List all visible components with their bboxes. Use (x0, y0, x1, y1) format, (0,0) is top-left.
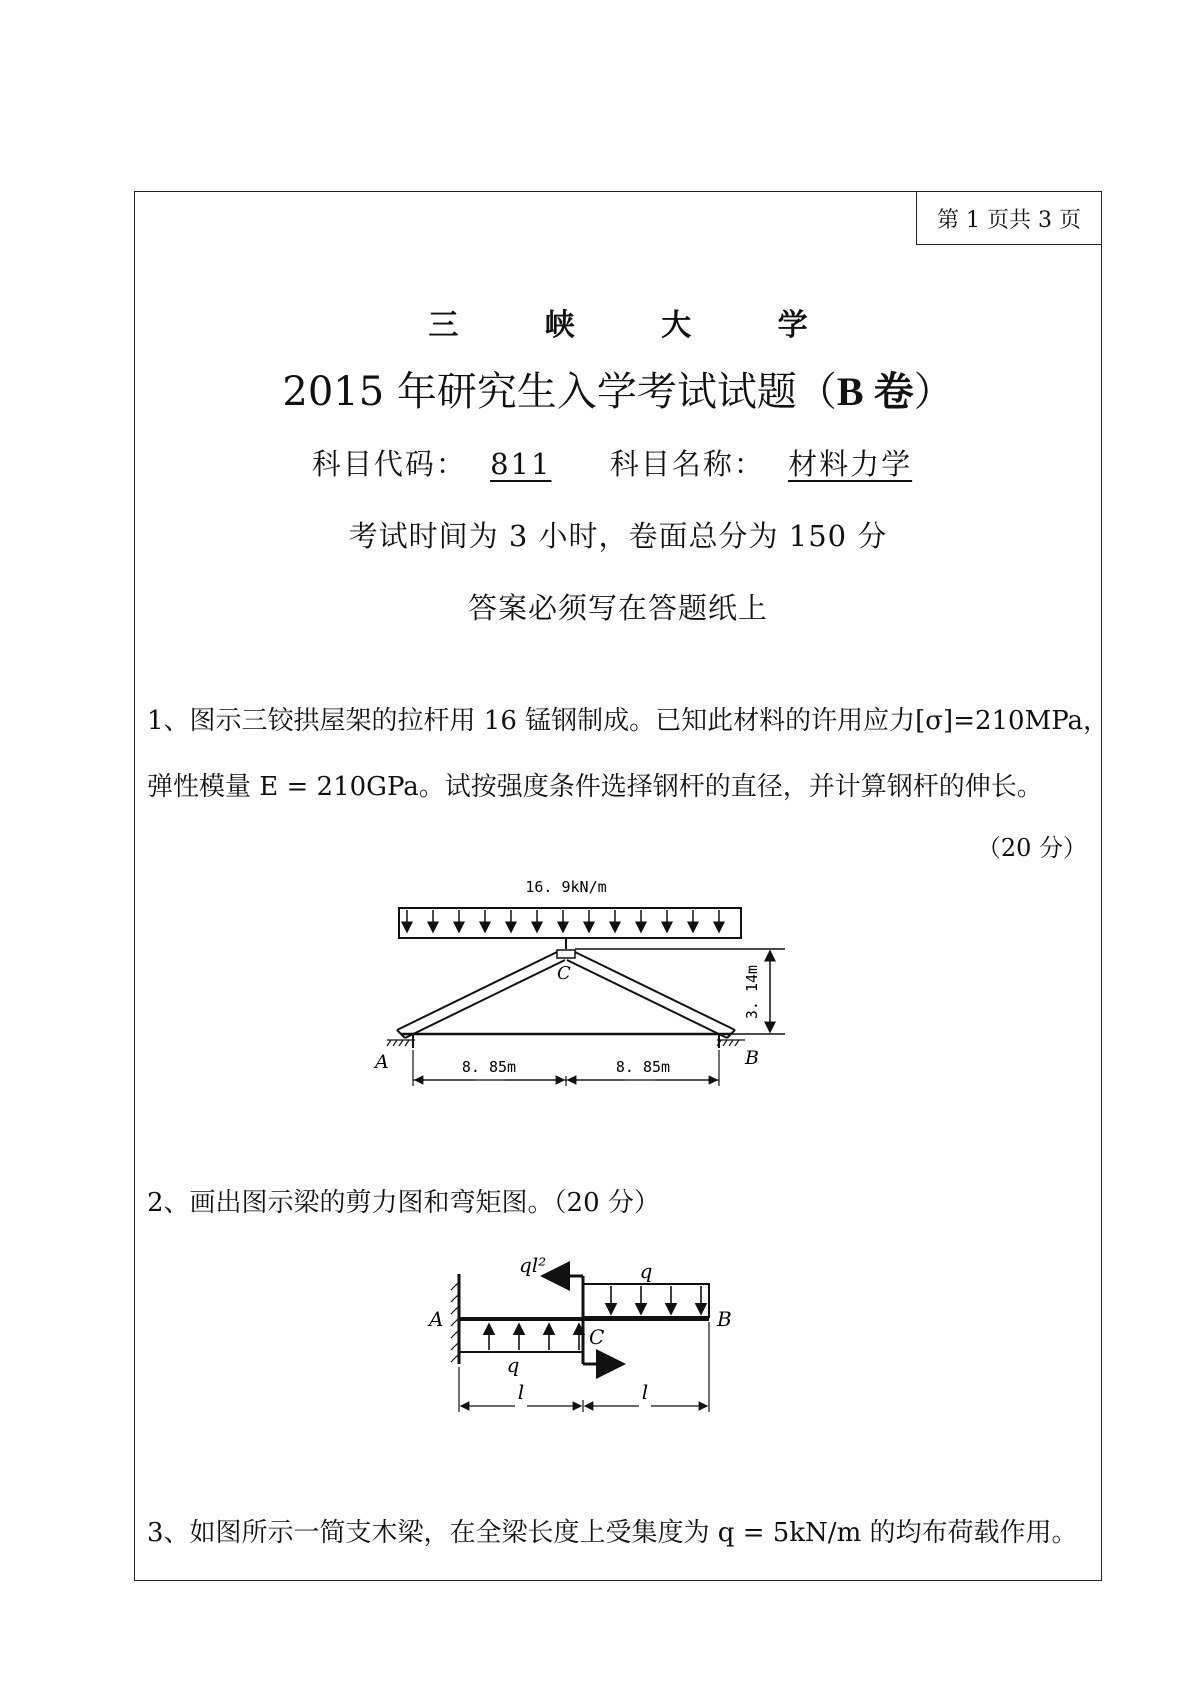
node-a-label: A (429, 1307, 444, 1331)
load-arrows (407, 910, 719, 932)
subject-line (135, 442, 1101, 483)
distributed-load-box (399, 908, 741, 938)
subject-code: 811 (490, 447, 552, 481)
support-a (387, 1040, 415, 1046)
exam-title (135, 360, 1101, 417)
support-b (717, 1040, 745, 1046)
node-c-label: C (589, 1325, 605, 1349)
exam-duration: 考试时间为 3 小时，卷面总分为 150 分 (348, 519, 888, 553)
question-1-score: （20 分） (976, 834, 1087, 862)
height-label: 3. 14m (743, 964, 761, 1020)
node-c-label: C (557, 963, 571, 984)
span-left-label: 8. 85m (461, 1058, 517, 1076)
exam-page-frame (134, 191, 1110, 1581)
moment-label: ql² (519, 1253, 547, 1277)
q-top-label: q (639, 1259, 653, 1283)
question-1-line-2: 弹性模量 E = 210GPa。试按强度条件选择钢杆的直径，并计算钢杆的伸长。 (147, 772, 1043, 802)
span-left-label: l (517, 1380, 525, 1404)
exam-title-suffix: ） (913, 369, 954, 415)
truss-figure (375, 872, 825, 1102)
hinge-c (557, 950, 575, 958)
span-right-label: l (641, 1380, 649, 1404)
question-2: 2、画出图示梁的剪力图和弯矩图。（20 分） (147, 1188, 660, 1218)
node-b-label: B (745, 1047, 759, 1069)
load-label: 16. 9kN/m (525, 878, 607, 896)
exam-paper-label: B 卷 (836, 369, 914, 414)
beam-figure (429, 1242, 775, 1422)
subject-code-label: 科目代码： (311, 447, 467, 481)
span-right-label: 8. 85m (615, 1058, 671, 1076)
question-3: 3、如图所示一简支木梁，在全梁长度上受集度为 q = 5kN/m 的均布荷载作用。 (147, 1518, 1078, 1548)
q-bottom-label: q (506, 1353, 520, 1377)
page-indicator: 第 1 页共 3 页 (916, 191, 1102, 245)
node-a-label: A (375, 1051, 389, 1073)
school-name: 三 峡 大 学 (428, 308, 846, 343)
lower-distributed-load (459, 1320, 583, 1352)
exam-title-prefix: 2015 年研究生入学考试试题（ (282, 369, 837, 415)
node-b-label: B (717, 1307, 732, 1331)
question-1-line-1: 1、图示三铰拱屋架的拉杆用 16 锰钢制成。已知此材料的许用应力[σ]=210MPa， (147, 706, 1110, 736)
answer-note: 答案必须写在答题纸上 (467, 591, 768, 625)
subject-name: 材料力学 (788, 447, 913, 481)
upper-distributed-load (583, 1284, 709, 1317)
subject-name-label: 科目名称： (609, 447, 765, 481)
